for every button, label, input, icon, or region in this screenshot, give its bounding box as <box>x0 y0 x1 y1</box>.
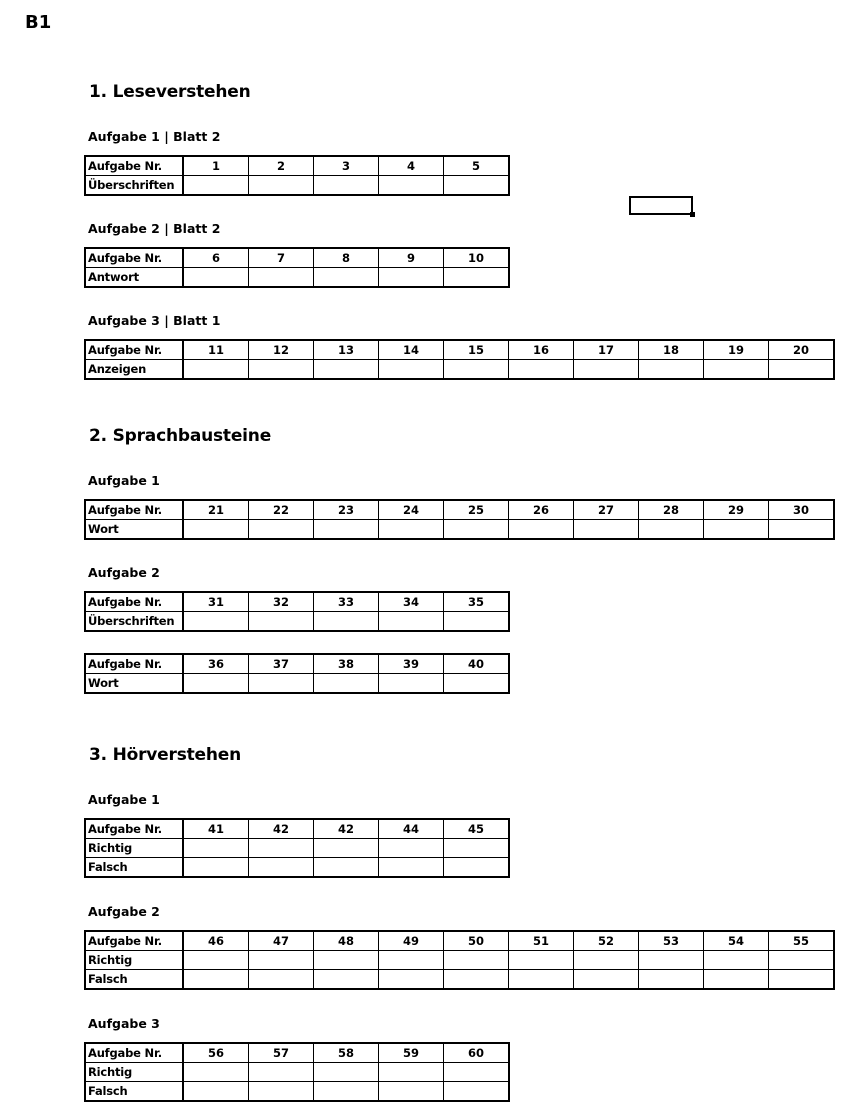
answer-table <box>84 247 510 288</box>
answer-cell[interactable] <box>379 970 444 990</box>
answer-cell[interactable] <box>639 360 704 380</box>
answer-cell[interactable] <box>249 674 314 694</box>
section-title-leseverstehen: 1. Leseverstehen <box>89 82 251 102</box>
table-row <box>85 1063 509 1082</box>
answer-cell[interactable] <box>639 951 704 970</box>
question-number: 21 <box>183 500 249 520</box>
question-number: 32 <box>249 592 314 612</box>
answer-cell[interactable] <box>444 612 510 632</box>
question-number: 26 <box>509 500 574 520</box>
table-row <box>85 176 509 196</box>
table-header-row <box>85 248 509 268</box>
answer-table <box>84 1042 510 1102</box>
answer-cell[interactable] <box>444 520 509 540</box>
question-number: 42 <box>314 819 379 839</box>
answer-cell[interactable] <box>639 520 704 540</box>
row-label: Richtig <box>85 951 183 970</box>
question-number: 14 <box>379 340 444 360</box>
question-number: 51 <box>509 931 574 951</box>
answer-cell[interactable] <box>509 520 574 540</box>
answer-cell[interactable] <box>183 1063 249 1082</box>
row-label: Richtig <box>85 1063 183 1082</box>
question-number: 54 <box>704 931 769 951</box>
question-number: 37 <box>249 654 314 674</box>
question-number: 57 <box>249 1043 314 1063</box>
question-number: 52 <box>574 931 639 951</box>
answer-cell[interactable] <box>444 951 509 970</box>
answer-cell[interactable] <box>509 951 574 970</box>
question-number: 13 <box>314 340 379 360</box>
row-label: Falsch <box>85 970 183 990</box>
table-header-row <box>85 1043 509 1063</box>
question-number: 11 <box>183 340 249 360</box>
question-number: 28 <box>639 500 704 520</box>
row-label: Aufgabe Nr. <box>85 931 183 951</box>
table-row <box>85 520 834 540</box>
task-title: Aufgabe 2 <box>88 565 160 580</box>
answer-cell[interactable] <box>379 360 444 380</box>
question-number: 24 <box>379 500 444 520</box>
question-number: 15 <box>444 340 509 360</box>
answer-cell[interactable] <box>183 176 249 196</box>
question-number: 35 <box>444 592 510 612</box>
answer-cell[interactable] <box>769 951 835 970</box>
question-number: 9 <box>379 248 444 268</box>
answer-cell[interactable] <box>183 970 249 990</box>
question-number: 25 <box>444 500 509 520</box>
table-row <box>85 1082 509 1102</box>
answer-cell[interactable] <box>379 1063 444 1082</box>
answer-cell[interactable] <box>249 951 314 970</box>
answer-cell[interactable] <box>379 858 444 878</box>
question-number: 31 <box>183 592 249 612</box>
question-number: 19 <box>704 340 769 360</box>
task-title: Aufgabe 3 <box>88 1016 160 1031</box>
table-row <box>85 970 834 990</box>
answer-cell[interactable] <box>444 970 509 990</box>
answer-cell[interactable] <box>314 1063 379 1082</box>
row-label: Überschriften <box>85 176 183 196</box>
question-number: 45 <box>444 819 510 839</box>
question-number: 40 <box>444 654 510 674</box>
row-label: Falsch <box>85 1082 183 1102</box>
row-label: Antwort <box>85 268 183 288</box>
question-number: 17 <box>574 340 639 360</box>
answer-table <box>84 818 510 878</box>
answer-cell[interactable] <box>769 360 835 380</box>
question-number: 10 <box>444 248 510 268</box>
table-row <box>85 674 509 694</box>
answer-cell[interactable] <box>249 1063 314 1082</box>
answer-cell[interactable] <box>183 360 249 380</box>
answer-table <box>84 155 510 196</box>
answer-cell[interactable] <box>769 970 835 990</box>
answer-cell[interactable] <box>509 360 574 380</box>
answer-cell[interactable] <box>314 520 379 540</box>
task-title: Aufgabe 2 <box>88 904 160 919</box>
answer-cell[interactable] <box>379 520 444 540</box>
answer-cell[interactable] <box>444 176 510 196</box>
question-number: 18 <box>639 340 704 360</box>
answer-cell[interactable] <box>314 612 379 632</box>
table-row <box>85 839 509 858</box>
answer-cell[interactable] <box>249 970 314 990</box>
question-number: 55 <box>769 931 835 951</box>
question-number: 29 <box>704 500 769 520</box>
row-label: Wort <box>85 520 183 540</box>
question-number: 8 <box>314 248 379 268</box>
table-header-row <box>85 500 834 520</box>
question-number: 16 <box>509 340 574 360</box>
answer-cell[interactable] <box>249 268 314 288</box>
question-number: 5 <box>444 156 510 176</box>
answer-cell[interactable] <box>314 839 379 858</box>
answer-cell[interactable] <box>249 176 314 196</box>
answer-cell[interactable] <box>249 520 314 540</box>
question-number: 23 <box>314 500 379 520</box>
table-row <box>85 360 834 380</box>
answer-cell[interactable] <box>183 612 249 632</box>
answer-cell[interactable] <box>444 674 510 694</box>
question-number: 27 <box>574 500 639 520</box>
answer-cell[interactable] <box>379 268 444 288</box>
row-label: Aufgabe Nr. <box>85 592 183 612</box>
answer-cell[interactable] <box>183 268 249 288</box>
table-row <box>85 858 509 878</box>
question-number: 36 <box>183 654 249 674</box>
question-number: 46 <box>183 931 249 951</box>
answer-cell[interactable] <box>314 970 379 990</box>
question-number: 59 <box>379 1043 444 1063</box>
question-number: 39 <box>379 654 444 674</box>
answer-cell[interactable] <box>314 674 379 694</box>
answer-cell[interactable] <box>379 951 444 970</box>
table-header-row <box>85 819 509 839</box>
answer-cell[interactable] <box>704 520 769 540</box>
answer-cell[interactable] <box>249 858 314 878</box>
table-header-row <box>85 340 834 360</box>
row-label: Anzeigen <box>85 360 183 380</box>
answer-cell[interactable] <box>574 951 639 970</box>
question-number: 1 <box>183 156 249 176</box>
answer-cell[interactable] <box>379 176 444 196</box>
table-header-row <box>85 931 834 951</box>
row-label: Aufgabe Nr. <box>85 654 183 674</box>
section-title-hoerverstehen: 3. Hörverstehen <box>89 745 242 765</box>
question-number: 20 <box>769 340 835 360</box>
answer-cell[interactable] <box>314 1082 379 1102</box>
question-number: 48 <box>314 931 379 951</box>
answer-table <box>84 339 835 380</box>
section-title-sprachbausteine: 2. Sprachbausteine <box>89 426 272 446</box>
answer-cell[interactable] <box>314 858 379 878</box>
answer-cell[interactable] <box>379 839 444 858</box>
level-heading: B1 <box>25 12 52 33</box>
row-label: Aufgabe Nr. <box>85 340 183 360</box>
answer-cell[interactable] <box>574 970 639 990</box>
answer-cell[interactable] <box>314 360 379 380</box>
row-label: Aufgabe Nr. <box>85 1043 183 1063</box>
answer-cell[interactable] <box>379 674 444 694</box>
row-label: Wort <box>85 674 183 694</box>
table-header-row <box>85 592 509 612</box>
fill-handle[interactable] <box>690 212 695 217</box>
task-title: Aufgabe 1 | Blatt 2 <box>88 129 221 144</box>
row-label: Überschriften <box>85 612 183 632</box>
question-number: 6 <box>183 248 249 268</box>
question-number: 42 <box>249 819 314 839</box>
answer-table <box>84 653 510 694</box>
answer-cell[interactable] <box>314 176 379 196</box>
table-header-row <box>85 156 509 176</box>
question-number: 34 <box>379 592 444 612</box>
task-title: Aufgabe 3 | Blatt 1 <box>88 313 221 328</box>
answer-cell[interactable] <box>574 520 639 540</box>
answer-cell[interactable] <box>183 1082 249 1102</box>
question-number: 44 <box>379 819 444 839</box>
answer-table <box>84 930 835 990</box>
question-number: 49 <box>379 931 444 951</box>
table-row <box>85 612 509 632</box>
task-title: Aufgabe 1 <box>88 473 160 488</box>
answer-table <box>84 499 835 540</box>
question-number: 30 <box>769 500 835 520</box>
answer-cell[interactable] <box>379 1082 444 1102</box>
question-number: 22 <box>249 500 314 520</box>
answer-cell[interactable] <box>183 839 249 858</box>
row-label: Aufgabe Nr. <box>85 248 183 268</box>
table-row <box>85 951 834 970</box>
question-number: 2 <box>249 156 314 176</box>
question-number: 47 <box>249 931 314 951</box>
answer-cell[interactable] <box>249 1082 314 1102</box>
answer-cell[interactable] <box>574 360 639 380</box>
question-number: 58 <box>314 1043 379 1063</box>
row-label: Aufgabe Nr. <box>85 500 183 520</box>
question-number: 38 <box>314 654 379 674</box>
table-header-row <box>85 654 509 674</box>
row-label: Falsch <box>85 858 183 878</box>
answer-cell[interactable] <box>444 858 510 878</box>
selected-cell[interactable] <box>629 196 693 215</box>
answer-cell[interactable] <box>183 951 249 970</box>
answer-cell[interactable] <box>183 858 249 878</box>
answer-cell[interactable] <box>444 1082 510 1102</box>
question-number: 7 <box>249 248 314 268</box>
task-title: Aufgabe 2 | Blatt 2 <box>88 221 221 236</box>
row-label: Richtig <box>85 839 183 858</box>
answer-cell[interactable] <box>444 839 510 858</box>
answer-cell[interactable] <box>183 674 249 694</box>
answer-cell[interactable] <box>314 951 379 970</box>
answer-cell[interactable] <box>769 520 835 540</box>
table-row <box>85 268 509 288</box>
answer-cell[interactable] <box>249 360 314 380</box>
answer-cell[interactable] <box>183 520 249 540</box>
question-number: 60 <box>444 1043 510 1063</box>
answer-cell[interactable] <box>249 839 314 858</box>
answer-table <box>84 591 510 632</box>
question-number: 33 <box>314 592 379 612</box>
row-label: Aufgabe Nr. <box>85 819 183 839</box>
answer-cell[interactable] <box>444 268 510 288</box>
answer-cell[interactable] <box>249 612 314 632</box>
question-number: 53 <box>639 931 704 951</box>
question-number: 56 <box>183 1043 249 1063</box>
answer-cell[interactable] <box>444 1063 510 1082</box>
answer-cell[interactable] <box>704 360 769 380</box>
answer-cell[interactable] <box>704 951 769 970</box>
question-number: 50 <box>444 931 509 951</box>
answer-cell[interactable] <box>444 360 509 380</box>
question-number: 4 <box>379 156 444 176</box>
question-number: 41 <box>183 819 249 839</box>
answer-cell[interactable] <box>314 268 379 288</box>
answer-cell[interactable] <box>704 970 769 990</box>
answer-cell[interactable] <box>639 970 704 990</box>
task-title: Aufgabe 1 <box>88 792 160 807</box>
question-number: 12 <box>249 340 314 360</box>
row-label: Aufgabe Nr. <box>85 156 183 176</box>
answer-cell[interactable] <box>509 970 574 990</box>
answer-cell[interactable] <box>379 612 444 632</box>
question-number: 3 <box>314 156 379 176</box>
